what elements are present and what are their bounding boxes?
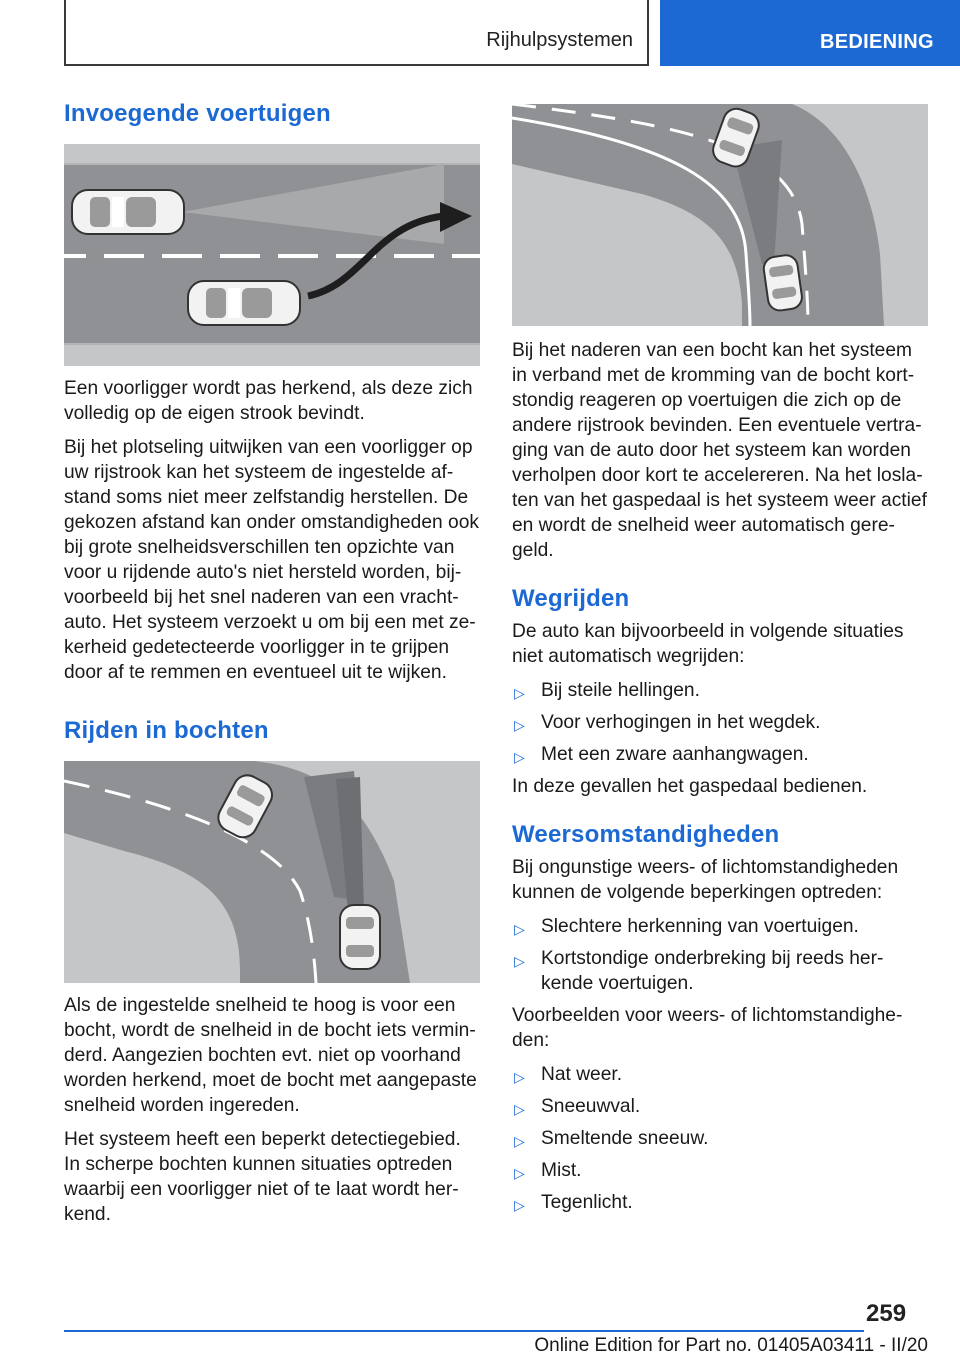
car-icon: [762, 254, 803, 312]
list-item: ▷ Voor verhogingen in het wegdek.: [512, 710, 928, 735]
list-item: ▷ Mist.: [512, 1158, 928, 1183]
triangle-bullet-icon: ▷: [514, 1101, 525, 1117]
list-item: ▷ Sneeuwval.: [512, 1094, 928, 1119]
triangle-bullet-icon: ▷: [514, 953, 525, 969]
paragraph: Het systeem heeft een beperkt detectiegebied. In scherpe bochten kunnen situaties optreden waarbij een voorligger niet of te laat wordt herkend.: [64, 1129, 461, 1225]
list-item: ▷ Slechtere herkenning van voertuigen.: [512, 914, 928, 939]
paragraph: Als de ingestelde snelheid te hoog is voor een bocht, wordt de snelheid in de bocht iets verminderd. Aangezien bochten evt. niet op voorhand worden herkend, moet de bocht met aangepaste snelheid worden ingereden.: [64, 995, 477, 1116]
header-chapter-title: BEDIENING: [820, 31, 934, 53]
car-icon: [340, 905, 380, 969]
paragraph: Bij ongunstige weers- of lichtomstandigheden kunnen de volgende beperkingen optreden:: [512, 857, 899, 903]
paragraph: Een voorligger wordt pas herkend, als deze zich volledig op de eigen strook bevindt.: [64, 378, 473, 424]
paragraph: Voorbeelden voor weers- of lichtomstandigheden:: [512, 1005, 903, 1051]
header-section-box: [64, 0, 649, 66]
triangle-bullet-icon: ▷: [514, 921, 525, 937]
triangle-bullet-icon: ▷: [514, 1069, 525, 1085]
triangle-bullet-icon: ▷: [514, 1133, 525, 1149]
bullet-list-wegrijden: [512, 678, 928, 767]
car-icon: [72, 190, 184, 234]
triangle-bullet-icon: ▷: [514, 1197, 525, 1213]
figure-driving-in-curves: [64, 761, 480, 983]
bullet-list-limitations: [512, 914, 928, 996]
header-section-title: Rijhulpsystemen: [486, 29, 633, 51]
right-column: [512, 104, 928, 1222]
header-chapter-tab: [660, 0, 960, 66]
car-icon: [188, 281, 300, 325]
bullet-list-weather-examples: [512, 1062, 928, 1215]
paragraph: Bij het naderen van een bocht kan het systeem in verband met de kromming van de bocht kortstondig reageren op voertuigen die zich op de andere rijstrook bevinden. Een eventuele vertraging van de auto door het systeem kan worden verholpen door kort te accelereren. Na het loslaten van het gaspedaal is het systeem weer actief en wordt de snelheid weer automatisch geregeld.: [512, 340, 927, 561]
section-title-invoegende-voertuigen: Invoegende voertuigen: [64, 100, 331, 127]
left-column: [64, 100, 480, 1236]
footer-divider: [64, 1330, 864, 1332]
list-item: ▷ Kortstondige onderbreking bij reeds herkende voertuigen.: [514, 948, 884, 994]
section-title-weersomstandigheden: Weersomstandigheden: [512, 821, 780, 848]
triangle-bullet-icon: ▷: [514, 1165, 525, 1181]
footer-edition: Online Edition for Part no. 01405A03411 - II/20: [534, 1335, 928, 1356]
list-item: ▷ Bij steile hellingen.: [512, 678, 928, 703]
figure-curve-adjacent-lane: [512, 104, 928, 326]
figure-merging-vehicles: [64, 144, 480, 366]
paragraph: In deze gevallen het gaspedaal bedienen.: [512, 776, 868, 797]
list-item: ▷ Met een zware aanhangwagen.: [512, 742, 928, 767]
section-title-wegrijden: Wegrijden: [512, 585, 630, 612]
list-item: ▷ Smeltende sneeuw.: [512, 1126, 928, 1151]
paragraph: De auto kan bijvoorbeeld in volgende situaties niet automatisch wegrijden:: [512, 621, 904, 667]
page-number: 259: [866, 1300, 907, 1327]
list-item: ▷ Tegenlicht.: [512, 1190, 928, 1215]
triangle-bullet-icon: ▷: [514, 717, 525, 733]
triangle-bullet-icon: ▷: [514, 749, 525, 765]
triangle-bullet-icon: ▷: [514, 685, 525, 701]
list-item: ▷ Nat weer.: [512, 1062, 928, 1087]
paragraph: Bij het plotseling uitwijken van een voorligger op uw rijstrook kan het systeem de ingestelde afstand soms niet meer zelfstandig herstellen. De gekozen afstand kan onder omstandigheden ook bij grote snelheidsverschillen ten opzichte van voor u rijdende auto's niet hersteld worden, bijvoorbeeld bij het snel naderen van een vrachtauto. Het systeem verzoekt u om bij een met zekerheid gedetecteerde voorligger in te grijpen door af te remmen en eventueel uit te wijken.: [64, 437, 479, 683]
section-title-rijden-in-bochten: Rijden in bochten: [64, 717, 269, 744]
